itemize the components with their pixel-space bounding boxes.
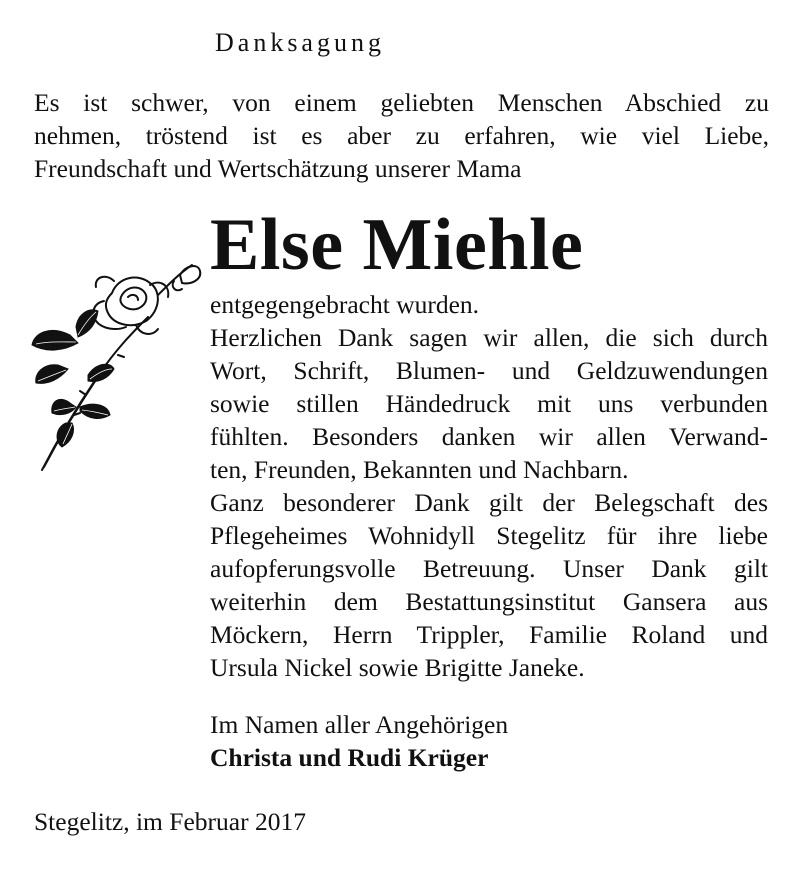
intro-line: Freundschaft und Wertschätzung unserer Mama (34, 154, 522, 183)
body-line: entgegengebracht wurden. (210, 290, 480, 319)
body-line: fühlten. Besonders danken wir allen Verwand- (210, 422, 768, 451)
intro-line: nehmen, tröstend ist es aber zu erfahren, wie viel Liebe, (34, 121, 769, 150)
rose-illustration (30, 255, 205, 475)
body-line: Pflegeheimes Wohnidyll Stegelitz für ihre liebe (210, 521, 768, 550)
body-line: aufopferungsvolle Betreuung. Unser Dank gilt (210, 554, 768, 583)
deceased-name: Else Miehle (210, 204, 584, 286)
body-paragraph (210, 288, 768, 684)
place-date: Stegelitz, im Februar 2017 (34, 807, 306, 836)
signers-names: Christa und Rudi Krüger (210, 743, 489, 772)
body-line: ten, Freunden, Bekannten und Nachbarn. (210, 455, 629, 484)
intro-paragraph (34, 86, 769, 185)
body-line: Möckern, Herrn Trippler, Familie Roland und (210, 620, 768, 649)
intro-line: Es ist schwer, von einem geliebten Menschen Abschied zu (34, 88, 769, 117)
body-line: Herzlichen Dank sagen wir allen, die sich durch (210, 323, 768, 352)
body-line: Ganz besonderer Dank gilt der Belegschaft des (210, 488, 768, 517)
body-line: Wort, Schrift, Blumen- und Geldzuwendungen (210, 356, 768, 385)
heading: Danksagung (215, 28, 385, 57)
body-line: sowie stillen Händedruck mit uns verbunden (210, 389, 768, 418)
body-line: weiterhin dem Bestattungsinstitut Gansera aus (210, 587, 768, 616)
body-line: Ursula Nickel sowie Brigitte Janeke. (210, 653, 585, 682)
regards-line: Im Namen aller Angehörigen (210, 710, 509, 739)
